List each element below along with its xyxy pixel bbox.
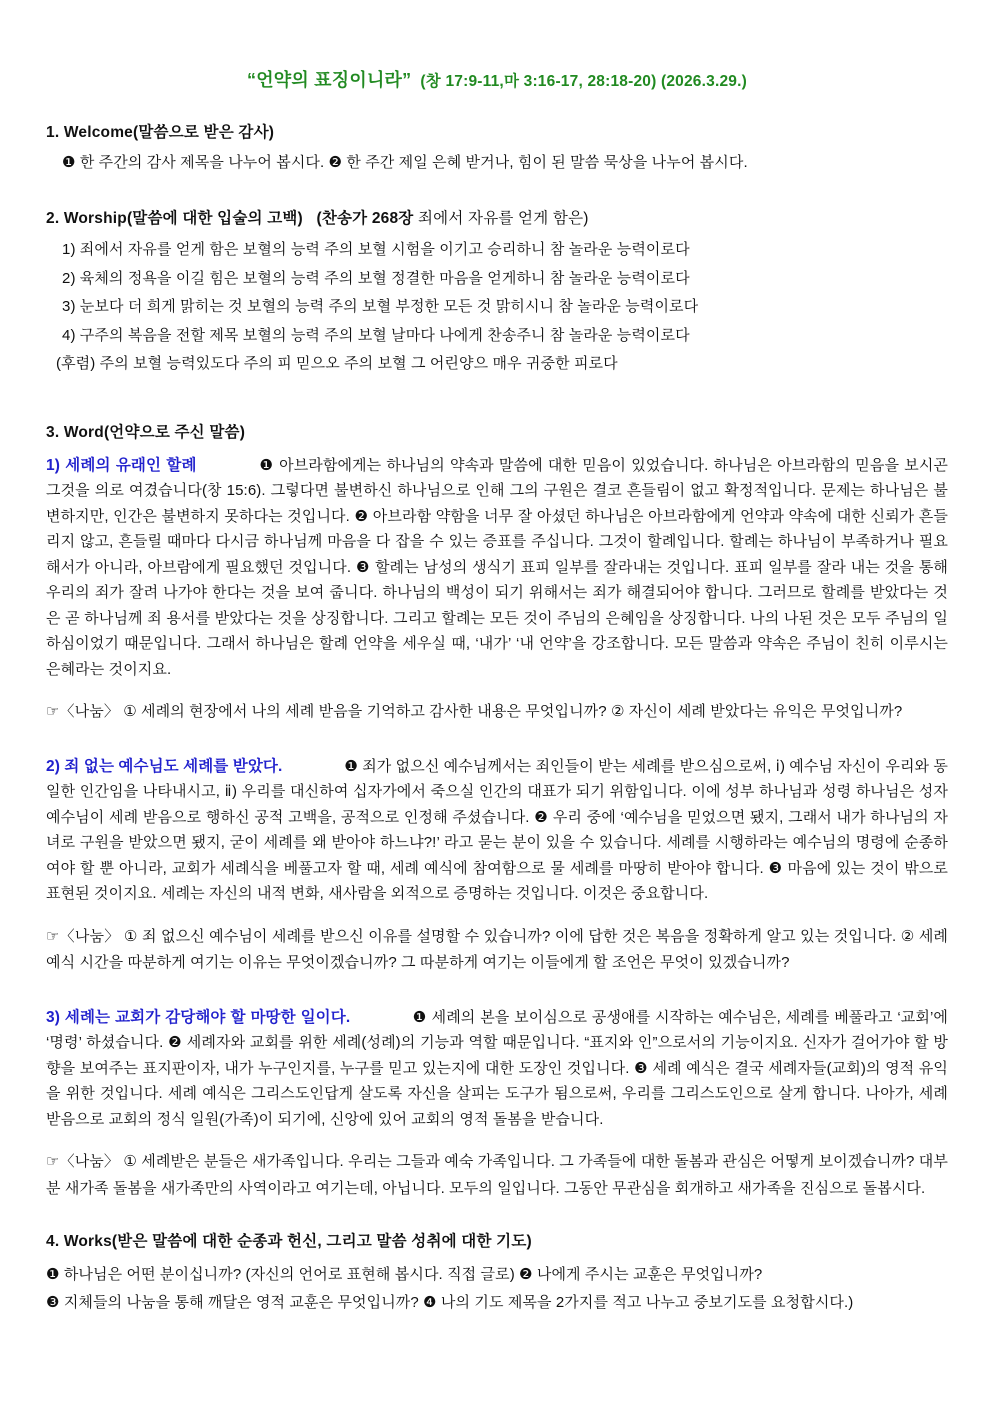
hymn-number: (찬송가 268장	[316, 210, 414, 227]
sermon-title: “언약의 표징이니라”	[247, 70, 412, 90]
word-topic-2	[46, 754, 948, 907]
hymn-verse-4: 4) 구주의 복음을 전할 제목 보혈의 능력 주의 보혈 날마다 나에게 찬송주니 참 놀라운 능력이로다	[62, 326, 690, 344]
word-topic-3	[46, 1005, 948, 1133]
hymn-verse-2: 2) 육체의 정욕을 이길 힘은 보혈의 능력 주의 보혈 정결한 마음을 얻게하니 참 놀라운 능력이로다	[62, 269, 690, 287]
word-topic-1-heading: 1) 세례의 유래인 할례	[46, 456, 197, 474]
welcome-heading: 1. Welcome(말씀으로 받은 감사)	[46, 124, 275, 141]
works-instructions-line-1: ❶ 하나님은 어떤 분이십니까? (자신의 언어로 표현해 봅시다. 직접 글로) ❷ 나에게 주시는 교훈은 무엇입니까?	[46, 1266, 763, 1283]
word-topic-3-body: ❶ 세례의 본을 보이심으로 공생애를 시작하는 예수님은, 세례를 베풀라고 ‘교회’에 ‘명령’ 하셨습니다. ❷ 세례자와 교회를 위한 세례(성례)의 기능과 역할 때문입니다. “표지와 인”으로서의 기능이지요. 신자가 걸어가야 할 방향을 보여주는 표지판이자, 내가 누구인지를, 누구를 믿고 있는지에 대한 도장인 것입니다. ❸ 세례 예식은 결국 세례자들(교회)의 영적 유익을 위한 것입니다. 세례 예식은 그리스도인답게 살도록 자신을 살피는 도구가 됨으로써, 우리를 그리스도인으로 살게 합니다. 나아가, 세례 받음으로 교회의 정식 일원(가족)이 되기에, 신앙에 있어 교회의 영적 돌봄을 받습니다.	[46, 1008, 948, 1128]
hymn-verse-3: 3) 눈보다 더 희게 맑히는 것 보혈의 능력 주의 보혈 부정한 모든 것 맑히시니 참 놀라운 능력이로다	[62, 298, 699, 315]
hymn-refrain: (후렴) 주의 보혈 능력있도다 주의 피 믿으오 주의 보혈 그 어린양으 매우 귀중한 피로다	[56, 355, 618, 372]
worship-heading-label: 2. Worship(말씀에 대한 입술의 고백)	[46, 210, 303, 227]
word-topic-2-sharing: ☞〈나눔〉 ① 죄 없으신 예수님이 세례를 받으신 이유를 설명할 수 있습니까? 이에 답한 것은 복음을 정확하게 알고 있는 것입니다. ② 세례 예식 시간을 따분하게 여기는 이유는 무엇이겠습니까? 그 따분하게 여기는 이들에게 할 조언은 무엇이 있겠습니까?	[46, 927, 948, 971]
section-worship	[46, 207, 948, 379]
welcome-instructions: ❶ 한 주간의 감사 제목을 나누어 봅시다. ❷ 한 주간 제일 은혜 받거나, 힘이 된 말씀 묵상을 나누어 봅시다.	[62, 154, 748, 171]
word-topic-2-heading: 2) 죄 없는 예수님도 세례를 받았다.	[46, 757, 283, 775]
word-topic-3-heading: 3) 세례는 교회가 감당해야 할 마땅한 일이다.	[46, 1008, 351, 1026]
word-topic-1	[46, 453, 948, 683]
scripture-references: (창 17:9-11,마 3:16-17, 28:18-20) (2026.3.29.)	[420, 73, 747, 90]
word-topic-1-sharing: ☞〈나눔〉 ① 세례의 현장에서 나의 세례 받음을 기억하고 감사한 내용은 무엇입니까? ② 자신이 세례 받았다는 유익은 무엇입니까?	[46, 703, 903, 720]
section-word	[46, 421, 948, 1203]
works-instructions-line-2: ❸ 지체들의 나눔을 통해 깨달은 영적 교훈은 무엇입니까? ❹ 나의 기도 제목을 2가지를 적고 나누고 중보기도를 요청합시다.)	[46, 1293, 854, 1311]
word-heading: 3. Word(언약으로 주신 말씀)	[46, 423, 246, 441]
section-works	[46, 1230, 948, 1316]
page-title	[46, 62, 948, 95]
works-heading: 4. Works(받은 말씀에 대한 순종과 헌신, 그리고 말씀 성취에 대한 기도)	[46, 1233, 532, 1250]
word-topic-2-body: ❶ 죄가 없으신 예수님께서는 죄인들이 받는 세례를 받으심으로써, ⅰ) 예수님 자신이 우리와 동일한 인간임을 나타내시고, ⅱ) 우리를 대신하여 십자가에서 죽으실 인간의 대표가 되기 위함입니다. 이에 성부 하나님과 성령 하나님은 성자 예수님이 세례 받음으로 행하신 공적 고백을, 공적으로 인정해 주셨습니다. ❷ 우리 중에 ‘예수님을 믿었으면 됐지, 그래서 내가 하나님의 자녀로 구원을 받았으면 됐지, 굳이 세례를 왜 받아야 하느냐?!’ 라고 묻는 분이 있을 수 있습니다. 세례를 시행하라는 예수님의 명령에 순종하여야 할 뿐 아니라, 교회가 세례식을 베풀고자 할 때, 세례 예식에 참여함으로 물 세례를 마땅히 받아야 합니다. ❸ 마음에 있는 것이 밖으로 표현된 것이지요. 세례는 자신의 내적 변화, 새사람을 외적으로 증명하는 것입니다. 이것은 중요합니다.	[46, 757, 949, 902]
word-topic-3-sharing: ☞〈나눔〉 ① 세례받은 분들은 새가족입니다. 우리는 그들과 예숙 가족입니다. 그 가족들에 대한 돌봄과 관심은 어떻게 보이겠습니까? 대부분 새가족 돌봄을 새가족만의 사역이라고 여기는데, 아닙니다. 모두의 일입니다. 그동안 무관심을 회개하고 새가족을 진심으로 돌봅시다.	[46, 1153, 948, 1197]
section-welcome	[46, 121, 948, 175]
hymn-verse-1: 1) 죄에서 자유를 얻게 함은 보혈의 능력 주의 보혈 시험을 이기고 승리하니 참 놀라운 능력이로다	[62, 241, 690, 258]
worship-heading	[46, 207, 948, 231]
hymn-title: 죄에서 자유를 얻게 함은)	[418, 210, 589, 227]
word-topic-1-body: ❶ 아브라함에게는 하나님의 약속과 말씀에 대한 믿음이 있었습니다. 하나님은 아브라함의 믿음을 보시곤 그것을 의로 여겼습니다(창 15:6). 그렇다면 불변하신 하나님으로 인해 그의 구원은 결코 흔들림이 없고 확정적입니다. 문제는 하나님은 불변하지만, 인간은 불변하지 못하다는 것입니다. ❷ 아브라함 약함을 너무 잘 아셨던 하나님은 아브라함에게 언약과 약속에 대한 신뢰가 흔들리지 않고, 흔들릴 때마다 다시금 하나님께 마음을 다 잡을 수 있는 증표를 주십니다. 그것이 할례입니다. 할례는 하나님이 부족하거나 필요해서가 아니라, 아브람에게 필요했던 것입니다. ❸ 할례는 남성의 생식기 표피 일부를 잘라내는 것입니다. 표피 일부를 잘라 내는 것을 통해 우리의 죄가 잘려 나가야 한다는 것을 보여 줍니다. 하나님의 백성이 되기 위해서는 죄가 해결되어야 합니다. 그러므로 할례를 받았다는 것은 곧 하나님께 죄 용서를 받았다는 것을 상징합니다. 그리고 할례는 모든 것이 주님의 은혜임을 상징합니다. 나의 나된 것은 모두 주님의 일하심이었기 때문입니다. 그래서 하나님은 할례 언약을 세우실 때, ‘내가’ ‘내 언약’을 강조합니다. 모든 말씀과 약속은 주님이 친히 이루시는 은혜라는 것이지요.	[46, 456, 948, 678]
